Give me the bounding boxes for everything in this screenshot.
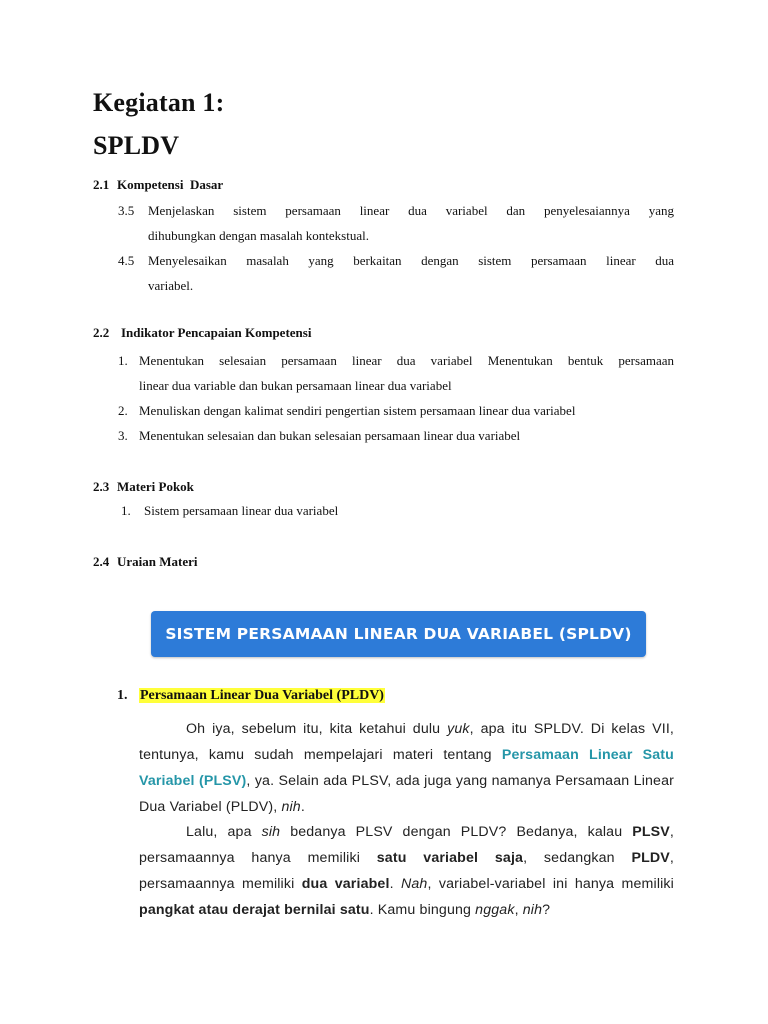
section-number: 2.1	[93, 177, 110, 192]
section-title: Kompetensi Dasar	[117, 177, 224, 192]
text-run: Oh iya, sebelum itu, kita ketahui dulu	[186, 721, 448, 737]
text-run: PLDV	[631, 850, 670, 866]
section-title: Indikator Pencapaian Kompetensi	[121, 325, 312, 340]
paragraph-intro	[139, 716, 674, 820]
text-run: dua variabel	[301, 876, 390, 892]
item-number: 3.5	[118, 203, 135, 218]
text-run: yuk	[447, 721, 470, 737]
text-run: Nah	[400, 876, 428, 892]
text-run: bedanya PLSV dengan PLDV? Bedanya, kalau	[280, 824, 633, 840]
text-run: ,	[514, 902, 523, 918]
page-subtitle: SPLDV	[93, 131, 180, 160]
text-run: , variabel-variabel ini hanya memiliki	[427, 876, 674, 892]
item-text-line: Menentukan selesaian persamaan linear dua variabel Menentukan bentuk persamaan	[139, 353, 674, 368]
text-run: Lalu, apa	[186, 824, 262, 840]
text-run: , sedangkan	[523, 850, 632, 866]
item-text-line: dihubungkan dengan masalah kontekstual.	[148, 228, 369, 243]
text-run: sih	[261, 824, 281, 840]
pldv-heading	[117, 688, 385, 704]
section-indikator-heading	[93, 325, 311, 341]
text-run: satu variabel saja	[376, 850, 524, 866]
item-text-line: Menjelaskan sistem persamaan linear dua variabel dan penyelesaiannya yang	[148, 203, 674, 218]
list-item	[118, 348, 674, 398]
item-text-line: variabel.	[148, 278, 194, 293]
item-number: 1.	[121, 503, 131, 518]
item-number: 1.	[118, 353, 128, 368]
page-title: Kegiatan 1:	[93, 88, 225, 117]
section-title: Uraian Materi	[117, 554, 198, 569]
item-number: 2.	[118, 403, 128, 418]
item-text-line: Menentukan selesaian dan bukan selesaian persamaan linear dua variabel	[139, 428, 521, 443]
text-run: PLSV	[632, 824, 670, 840]
text-run: , persamaannya hanya memiliki	[139, 824, 674, 866]
text-run: nggak	[475, 902, 515, 918]
list-item	[118, 198, 674, 248]
section-kompetensi-heading	[93, 177, 223, 193]
list-item	[118, 398, 674, 423]
plsv-term: Persamaan Linear Satu Variabel (PLSV)	[139, 747, 674, 789]
text-run: , ya. Selain ada PLSV, ada juga yang namanya Persamaan Linear Dua Variabel (PLDV),	[139, 773, 674, 815]
item-number: 4.5	[118, 253, 135, 268]
list-item	[121, 498, 674, 523]
pldv-heading-text: Persamaan Linear Dua Variabel (PLDV)	[140, 688, 384, 703]
section-uraian-heading	[93, 554, 198, 570]
text-run: . Kamu bingung	[369, 902, 476, 918]
item-text-line: Menyelesaikan masalah yang berkaitan dengan sistem persamaan linear dua	[148, 253, 674, 268]
item-number: 3.	[118, 428, 128, 443]
item-number: 1.	[117, 688, 128, 703]
text-run: nih	[522, 902, 543, 918]
paragraph-difference	[139, 819, 674, 923]
section-title: Materi Pokok	[117, 479, 194, 494]
section-number: 2.3	[93, 479, 110, 494]
item-text-line: Sistem persamaan linear dua variabel	[144, 503, 339, 518]
item-text-line: Menuliskan dengan kalimat sendiri pengertian sistem persamaan linear dua variabel	[139, 403, 576, 418]
text-run: .	[300, 799, 305, 815]
list-item	[118, 248, 674, 298]
text-run: .	[389, 876, 401, 892]
section-materi-heading	[93, 479, 194, 495]
text-run: nih	[281, 799, 301, 815]
section-number: 2.4	[93, 554, 110, 569]
section-number: 2.2	[93, 325, 110, 340]
item-text-line: linear dua variable dan bukan persamaan linear dua variabel	[139, 378, 452, 393]
text-run: pangkat atau derajat bernilai satu	[139, 902, 370, 918]
spldv-banner: SISTEM PERSAMAAN LINEAR DUA VARIABEL (SPLDV)	[151, 611, 646, 657]
list-item	[118, 423, 674, 448]
text-run: ?	[542, 902, 551, 918]
text-run: , apa itu SPLDV. Di kelas VII, tentunya, kamu sudah mempelajari materi tentang	[139, 721, 675, 763]
text-run: , persamaannya memiliki	[139, 850, 674, 892]
